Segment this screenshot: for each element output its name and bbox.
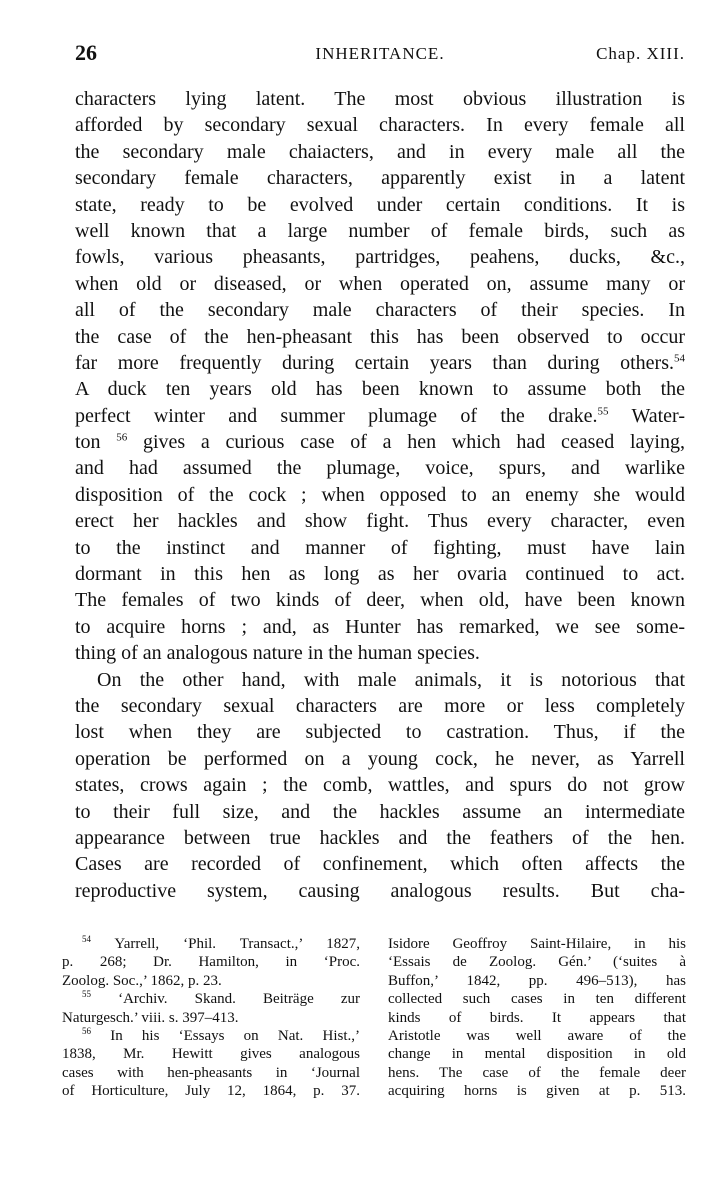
footnote-mark-54: 54 — [82, 934, 91, 944]
text-segment: far more frequently during certain years than during others. — [75, 351, 674, 374]
text-line: to acquire horns ; and, as Hunter has remarked, we see some- — [75, 615, 685, 638]
text-segment: In his ‘Essays on Nat. Hist.,’ — [91, 1027, 360, 1044]
footnote-ref-56: 56 — [116, 431, 128, 444]
footnote-mark-56: 56 — [82, 1025, 91, 1036]
footnote-mark-55: 55 — [82, 989, 91, 1000]
footnote-line: Isidore Geoffroy Saint-Hilaire, in his — [388, 936, 686, 952]
footnote-line: change in mental disposition in old — [388, 1046, 686, 1063]
text-line: disposition of the cock ; when opposed to an enemy she would — [75, 483, 685, 506]
footnotes-right-column — [388, 935, 686, 1101]
text-line: afforded by secondary sexual characters. In every female all — [75, 114, 685, 137]
text-line — [75, 429, 685, 455]
text-segment: Yarrell, ‘Phil. Transact.,’ 1827, — [91, 936, 360, 952]
footnote-line: hens. The case of the female deer — [388, 1064, 686, 1081]
text-line: A duck ten years old has been known to assume both the — [75, 378, 685, 401]
chapter-label: Chap. XIII. — [596, 44, 685, 63]
text-line: operation be performed on a young cock, he never, as Yarrell — [75, 747, 685, 770]
text-line: all of the secondary male characters of their species. In — [75, 299, 685, 322]
text-segment: ton — [75, 431, 117, 454]
footnotes-left-column — [62, 935, 360, 1101]
text-line: well known that a large number of female birds, such as — [75, 219, 685, 242]
text-line: the secondary sexual characters are more or less completely — [75, 694, 685, 717]
text-line: erect her hackles and show fight. Thus every character, even — [75, 510, 685, 533]
page-number: 26 — [75, 40, 97, 65]
text-line: On the other hand, with male animals, it is notorious that — [97, 668, 685, 691]
footnote-line: of Horticulture, July 12, 1864, p. 37. — [62, 1083, 360, 1100]
footnote-line: cases with hen-pheasants in ‘Journal — [62, 1064, 360, 1081]
text-segment: Water- — [608, 404, 685, 427]
footnote-line: 1838, Mr. Hewitt gives analogous — [62, 1046, 360, 1063]
text-line: reproductive system, causing analogous results. But cha- — [75, 879, 685, 902]
text-line: the secondary male chaiacters, and in every male all the — [75, 140, 685, 163]
text-line: characters lying latent. The most obvious illustration is — [75, 88, 685, 110]
footnote-line — [62, 1027, 360, 1045]
footnote-line: Zoolog. Soc.,’ 1862, p. 23. — [62, 972, 222, 989]
text-line: dormant in this hen as long as her ovaria continued to act. — [75, 563, 685, 586]
text-line: states, crows again ; the comb, wattles, and spurs do not grow — [75, 774, 685, 797]
text-line: to the instinct and manner of fighting, must have lain — [75, 536, 685, 559]
footnote-line: acquiring horns is given at p. 513. — [388, 1083, 686, 1100]
footnote-line: p. 268; Dr. Hamilton, in ‘Proc. — [62, 954, 360, 971]
text-segment: perfect winter and summer plumage of the drake. — [75, 404, 598, 427]
text-line: Cases are recorded of confinement, which often affects the — [75, 853, 685, 876]
text-line: The females of two kinds of deer, when old, have been known — [75, 589, 685, 612]
text-line: fowls, various pheasants, partridges, peahens, ducks, &c., — [75, 246, 685, 269]
text-line — [75, 403, 685, 429]
text-line: thing of an analogous nature in the human species. — [75, 642, 480, 665]
footnote-line: collected such cases in ten different — [388, 991, 686, 1008]
footnote-line — [62, 935, 360, 953]
text-line: appearance between true hackles and the feathers of the hen. — [75, 826, 685, 849]
main-text — [75, 86, 685, 904]
footnote-line: Naturgesch.’ viii. s. 397–413. — [62, 1009, 239, 1026]
footnote-ref-54: 54 — [674, 352, 685, 365]
running-title: INHERITANCE. — [315, 44, 445, 63]
footnote-ref-55: 55 — [597, 405, 609, 418]
text-line: when old or diseased, or when operated on, assume many or — [75, 272, 685, 295]
text-segment: ‘Archiv. Skand. Beiträge zur — [91, 991, 360, 1008]
running-header — [75, 40, 685, 70]
footnote-line: Aristotle was well aware of the — [388, 1027, 686, 1044]
text-line: secondary female characters, apparently exist in a latent — [75, 167, 685, 190]
text-line: state, ready to be evolved under certain conditions. It is — [75, 193, 685, 216]
text-segment: gives a curious case of a hen which had ceased laying, — [127, 431, 685, 454]
text-line: lost when they are subjected to castration. Thus, if the — [75, 721, 685, 744]
footnote-line: ‘Essais de Zoolog. Gén.’ (‘suites à — [388, 954, 686, 971]
text-line: to their full size, and the hackles assume an intermediate — [75, 800, 685, 823]
footnote-line: Buffon,’ 1842, pp. 496–513), has — [388, 972, 686, 989]
footnote-line — [62, 990, 360, 1008]
text-line: and had assumed the plumage, voice, spurs, and warlike — [75, 457, 685, 480]
footnote-line: kinds of birds. It appears that — [388, 1009, 686, 1026]
text-line — [75, 350, 685, 376]
text-line: the case of the hen-pheasant this has been observed to occur — [75, 325, 685, 348]
